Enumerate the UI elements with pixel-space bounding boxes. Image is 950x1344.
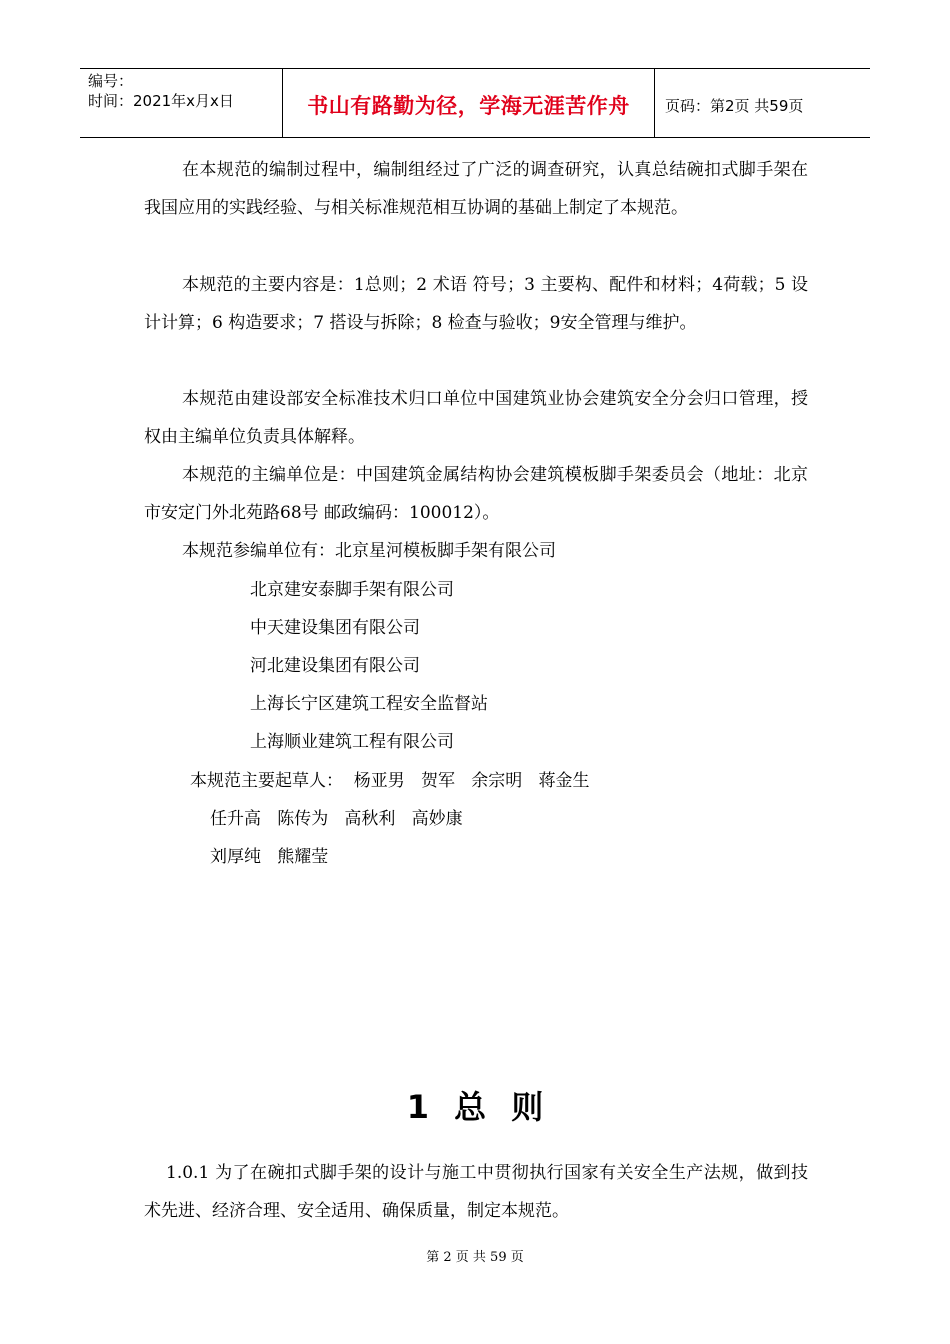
header-page-info: 页码：第2页 共59页 xyxy=(665,96,804,115)
participant-item: 北京建安泰脚手架有限公司 xyxy=(250,580,454,600)
drafters-line: 本规范主要起草人： 杨亚男 贺军 余宗明 蒋金生 xyxy=(190,771,590,791)
paragraph-compilation: 在本规范的编制过程中，编制组经过了广泛的调查研究，认真总结碗扣式脚手架在我国应用的实践经验、与相关标准规范相互协调的基础上制定了本规范。 xyxy=(144,160,808,218)
header-number-label: 编号： xyxy=(88,72,134,90)
page-header xyxy=(80,68,870,138)
clause-1-0-1: 1.0.1 为了在碗扣式脚手架的设计与施工中贯彻执行国家有关安全生产法规，做到技术先进、经济合理、安全适用、确保质量，制定本规范。 xyxy=(144,1163,808,1221)
header-motto: 书山有路勤为径，学海无涯苦作舟 xyxy=(307,94,630,118)
chapter-title: 1 总 则 xyxy=(406,1088,544,1126)
drafters-line: 任升高 陈传为 高秋利 高妙康 xyxy=(210,809,463,829)
paragraph-contents: 本规范的主要内容是：1总则；2 术语 符号；3 主要构、配件和材料；4荷载；5 设计计算；6 构造要求；7 搭设与拆除；8 检查与验收；9安全管理与维护。 xyxy=(144,275,808,333)
participants-intro: 本规范参编单位有：北京星河模板脚手架有限公司 xyxy=(182,541,556,561)
paragraph-management: 本规范由建设部安全标准技术归口单位中国建筑业协会建筑安全分会归口管理，授权由主编单位负责具体解释。 xyxy=(144,389,808,447)
participant-item: 上海长宁区建筑工程安全监督站 xyxy=(250,694,488,714)
page-footer: 第 2 页 共 59 页 xyxy=(426,1250,524,1265)
header-meta xyxy=(88,71,282,111)
header-time-label: 时间：2021年x月x日 xyxy=(88,92,234,110)
drafters-line: 刘厚纯 熊耀莹 xyxy=(210,847,329,867)
header-divider xyxy=(654,69,655,137)
participant-item: 河北建设集团有限公司 xyxy=(250,656,420,676)
paragraph-chief-editor: 本规范的主编单位是：中国建筑金属结构协会建筑模板脚手架委员会（地址：北京市安定门外北苑路68号 邮政编码：100012）。 xyxy=(144,465,808,523)
participant-item: 中天建设集团有限公司 xyxy=(250,618,420,638)
participant-item: 上海顺业建筑工程有限公司 xyxy=(250,732,454,752)
